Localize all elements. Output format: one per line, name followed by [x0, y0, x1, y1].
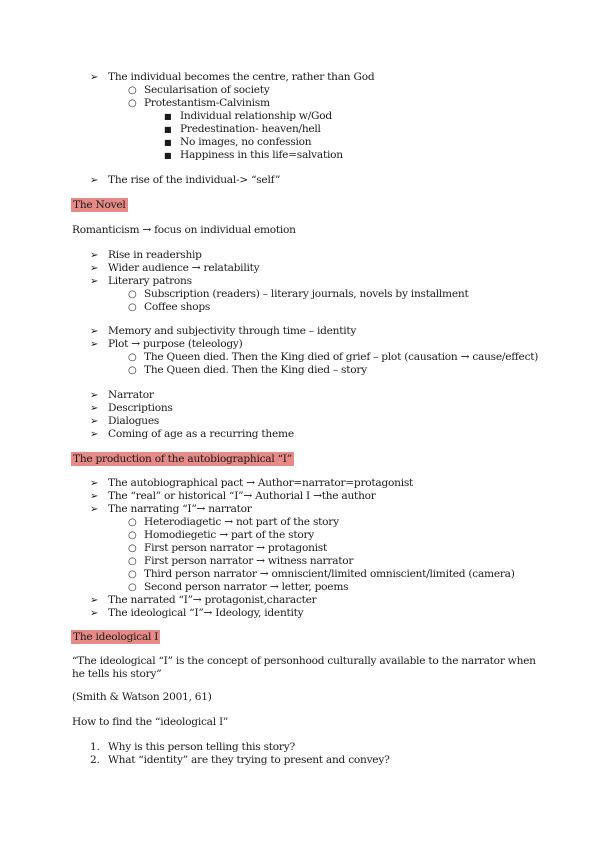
arrowhead-bullet-icon: ➢ — [90, 478, 99, 489]
arrowhead-bullet-icon: ➢ — [90, 504, 99, 515]
arrowhead-bullet-icon: ➢ — [90, 595, 99, 606]
howto-line: How to find the “ideological I” — [72, 716, 229, 728]
circle-bullet-icon: ○ — [128, 556, 137, 567]
arrowhead-bullet-icon: ➢ — [90, 250, 99, 261]
circle-bullet-icon: ○ — [128, 365, 137, 376]
square-bullet-icon: ■ — [164, 151, 172, 160]
circle-bullet-icon: ○ — [128, 543, 137, 554]
arrowhead-bullet-icon: ➢ — [90, 326, 99, 337]
square-bullet-icon: ■ — [164, 138, 172, 147]
citation: (Smith & Watson 2001, 61) — [72, 691, 212, 703]
document-page: ➢ The individual becomes the centre, rather than God ○ Secularisation of society ○ Protestantism-Calvinism ■ Individual relationship w/God ■ Predestination- heaven/hell ■ No images, no confession ■ Happiness in this life=salvation ➢ The rise of the individual-> “self” The Novel Romanticism → focus on individual emotion ➢ Rise in readership ➢ Wider audience → relatability ➢ Literary patrons ○ Subscription (readers) – literary journals, novels by installment ○ Coffee shops ➢ Memory and subjectivity through time – identity ➢ Plot → purpose (teleology) ○ The Queen died. Then the King died of grief – plot (causation → cause/effect) ○ The Queen died. Then the King died – story ➢ Narrator ➢ Descriptions ➢ Dialogues ➢ Coming of age as a recurring theme The production of the autobiographical “I” ➢ The autobiographical pact → Author=narrator=protagonist ➢ The “real” or historical “I”→ Authorial I →the author ➢ The narrating “I”→ narrator ○ Heterodiagetic → not part of the story ○ Homodiegetic → part of the story ○ First person narrator → protagonist ○ First person narrator → witness narrator ○ Third person narrator → omniscient/limited omniscient/limited (camera) ○ Second person narrator → letter, poems ➢ The narrated “I”→ protagonist,character ➢ The ideological “I”→ Ideology, identity The ideological I “The ideological “I” is the concept of personhood culturally available to the narrator when he tells his story” (Smith & Watson 2001, 61) How to find the “ideological I” 1. Why is this person telling this story? 2. What “identity” are they trying to present and convey? — [0, 0, 600, 848]
arrowhead-bullet-icon: ➢ — [90, 390, 99, 401]
circle-bullet-icon: ○ — [128, 85, 137, 96]
arrowhead-bullet-icon: ➢ — [90, 263, 99, 274]
arrowhead-bullet-icon: ➢ — [90, 429, 99, 440]
circle-bullet-icon: ○ — [128, 289, 137, 300]
item-number: 2. — [90, 754, 100, 766]
section-heading-production: The production of the autobiographical “I” — [73, 453, 292, 465]
circle-bullet-icon: ○ — [128, 352, 137, 363]
arrowhead-bullet-icon: ➢ — [90, 72, 99, 83]
novel-intro: Romanticism → focus on individual emotion — [72, 224, 296, 236]
circle-bullet-icon: ○ — [128, 569, 137, 580]
circle-bullet-icon: ○ — [128, 517, 137, 528]
circle-bullet-icon: ○ — [128, 582, 137, 593]
section-heading-ideological: The ideological I — [73, 631, 159, 643]
arrowhead-bullet-icon: ➢ — [90, 608, 99, 619]
arrowhead-bullet-icon: ➢ — [90, 416, 99, 427]
section-heading-novel: The Novel — [73, 199, 126, 211]
item-number: 1. — [90, 741, 100, 753]
circle-bullet-icon: ○ — [128, 302, 137, 313]
square-bullet-icon: ■ — [164, 112, 172, 121]
circle-bullet-icon: ○ — [128, 530, 137, 541]
circle-bullet-icon: ○ — [128, 98, 137, 109]
arrowhead-bullet-icon: ➢ — [90, 403, 99, 414]
arrowhead-bullet-icon: ➢ — [90, 175, 99, 186]
arrowhead-bullet-icon: ➢ — [90, 491, 99, 502]
square-bullet-icon: ■ — [164, 125, 172, 134]
arrowhead-bullet-icon: ➢ — [90, 339, 99, 350]
arrowhead-bullet-icon: ➢ — [90, 276, 99, 287]
ideological-quote: “The ideological “I” is the concept of personhood culturally available to the narrator when he tells his story” — [72, 655, 536, 680]
